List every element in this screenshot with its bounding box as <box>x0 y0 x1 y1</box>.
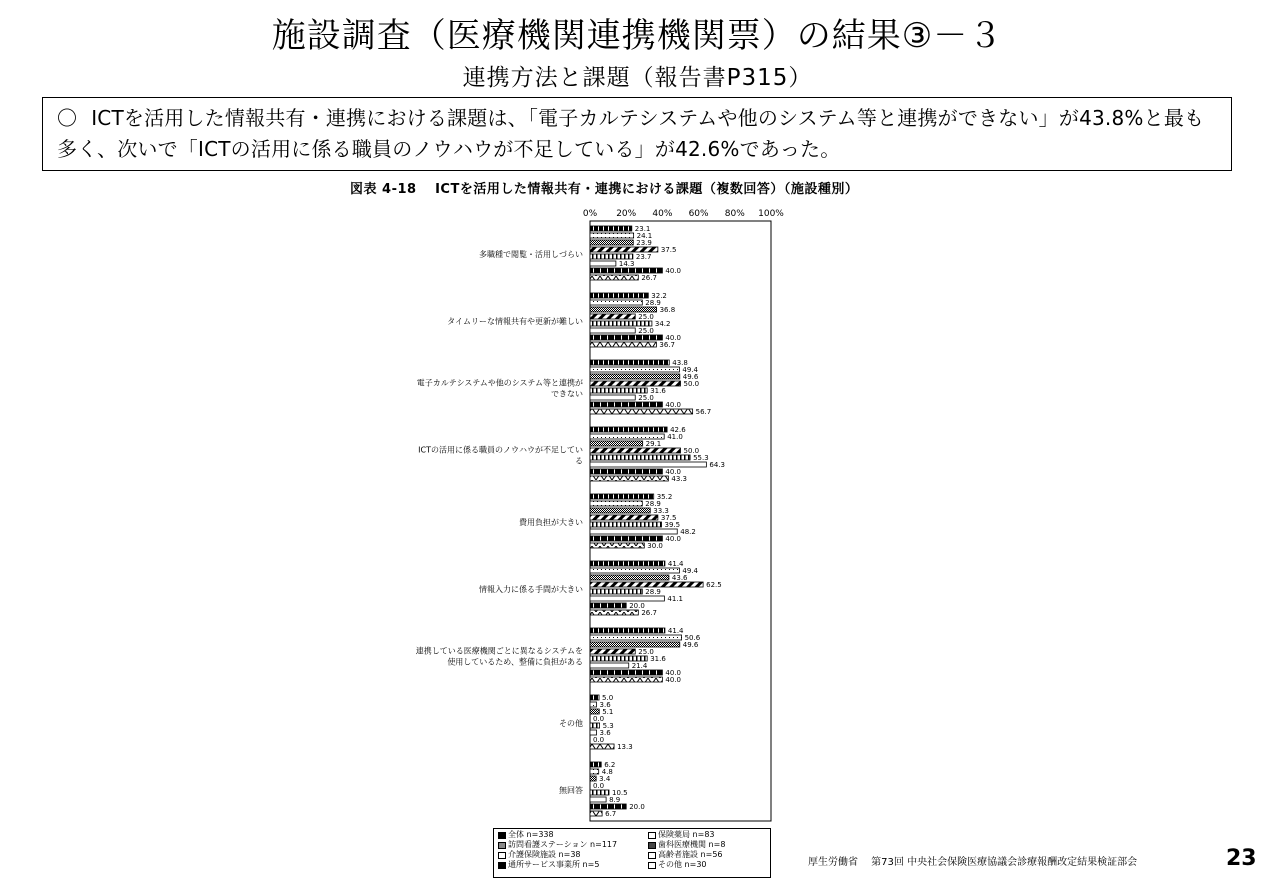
data-label: 49.4 <box>682 366 699 374</box>
x-tick-label: 80% <box>724 209 745 219</box>
data-label: 13.3 <box>617 743 633 751</box>
legend-item <box>498 830 648 840</box>
bar <box>590 515 658 520</box>
legend-item <box>498 840 648 850</box>
data-label: 50.0 <box>683 447 700 455</box>
data-label: 21.4 <box>631 662 648 670</box>
legend-swatch <box>498 842 506 849</box>
x-tick-label: 40% <box>652 209 673 219</box>
data-label: 41.4 <box>667 627 684 635</box>
legend-swatch <box>498 852 506 859</box>
data-label: 28.9 <box>645 299 661 307</box>
bar <box>590 275 638 280</box>
category-label: 多職種で閲覧・活用しづらい <box>479 250 583 259</box>
bar <box>590 268 662 273</box>
bar <box>590 293 648 298</box>
bar <box>590 522 661 527</box>
bar <box>590 381 681 386</box>
bar <box>590 723 600 728</box>
category-label: 費用負担が大きい <box>519 518 583 527</box>
data-label: 25.0 <box>638 394 654 402</box>
bar <box>590 335 662 340</box>
data-label: 41.0 <box>667 433 683 441</box>
bar <box>590 367 679 372</box>
legend-label: 全体 n=338 <box>508 830 554 839</box>
bar <box>590 776 596 781</box>
bar <box>590 603 626 608</box>
category-label: できない <box>551 389 583 399</box>
data-label: 34.2 <box>654 320 671 328</box>
data-label: 28.9 <box>645 588 661 596</box>
data-label: 36.8 <box>659 306 676 314</box>
bar <box>590 529 677 534</box>
bar <box>590 589 642 594</box>
bar <box>590 663 629 668</box>
category-label: その他 <box>559 719 583 728</box>
bar <box>590 762 601 767</box>
data-label: 33.3 <box>653 507 669 515</box>
data-label: 36.7 <box>659 341 676 349</box>
data-label: 25.0 <box>638 313 654 321</box>
data-label: 62.5 <box>706 581 722 589</box>
bar <box>590 240 633 245</box>
summary-bullet: 〇 <box>57 106 78 130</box>
data-label: 4.8 <box>601 768 613 776</box>
bar <box>590 494 654 499</box>
data-label: 31.6 <box>650 655 666 663</box>
bar <box>590 543 644 548</box>
legend-swatch <box>648 842 656 849</box>
data-label: 0.0 <box>593 782 605 790</box>
bar <box>590 314 635 319</box>
data-label: 24.1 <box>636 232 653 240</box>
bar <box>590 226 632 231</box>
page-number: 23 <box>1226 846 1257 871</box>
data-label: 26.7 <box>641 274 657 282</box>
data-label: 23.9 <box>636 239 652 247</box>
data-label: 6.7 <box>605 810 617 818</box>
category-label: タイムリーな情報共有や更新が難しい <box>447 317 583 326</box>
data-label: 40.0 <box>665 401 681 409</box>
data-label: 25.0 <box>638 327 654 335</box>
x-tick-label: 0% <box>582 209 598 219</box>
legend-label: 介護保険施設 n=38 <box>508 850 581 859</box>
data-label: 6.2 <box>604 761 616 769</box>
category-label: る <box>575 456 583 466</box>
bar <box>590 307 657 312</box>
bar <box>590 702 597 707</box>
data-label: 41.1 <box>667 595 683 603</box>
bar <box>590 811 602 816</box>
data-label: 5.1 <box>602 708 614 716</box>
data-label: 5.3 <box>602 722 614 730</box>
x-tick-label: 60% <box>688 209 709 219</box>
bar <box>590 409 693 414</box>
data-label: 64.3 <box>709 461 725 469</box>
bar <box>590 300 642 305</box>
legend-label: 通所サービス事業所 n=5 <box>508 860 600 869</box>
legend-swatch <box>648 832 656 839</box>
bar <box>590 261 616 266</box>
footer-text: 厚生労働省 第73回 中央社会保険医療協議会診療報酬改定結果検証部会 <box>808 857 1138 868</box>
data-label: 49.4 <box>682 567 699 575</box>
bar <box>590 561 665 566</box>
bar <box>590 656 647 661</box>
data-label: 3.6 <box>599 701 611 709</box>
legend-label: 高齢者施設 n=56 <box>658 850 723 859</box>
data-label: 10.5 <box>612 789 628 797</box>
bar <box>590 448 681 453</box>
category-label: 情報入力に係る手間が大きい <box>479 585 583 594</box>
data-label: 43.8 <box>672 359 688 367</box>
data-label: 20.0 <box>629 803 645 811</box>
data-label: 43.3 <box>671 475 687 483</box>
data-label: 29.1 <box>645 440 662 448</box>
bar <box>590 395 635 400</box>
bar <box>590 508 650 513</box>
legend-item <box>648 830 768 840</box>
legend-label: その他 n=30 <box>658 860 707 869</box>
data-label: 30.0 <box>647 542 663 550</box>
bar <box>590 434 664 439</box>
data-label: 23.7 <box>635 253 652 261</box>
bar <box>590 769 599 774</box>
legend-label: 保険薬局 n=83 <box>658 830 715 839</box>
data-label: 56.7 <box>695 408 712 416</box>
bar <box>590 342 656 347</box>
data-label: 26.7 <box>641 609 657 617</box>
data-label: 40.0 <box>665 267 681 275</box>
data-label: 25.0 <box>638 648 654 656</box>
data-label: 40.0 <box>665 535 681 543</box>
legend-item <box>648 860 768 870</box>
bar <box>590 670 662 675</box>
bar <box>590 360 669 365</box>
data-label: 5.0 <box>602 694 614 702</box>
bar <box>590 628 665 633</box>
legend-item <box>648 840 768 850</box>
legend-swatch <box>498 862 506 869</box>
bar <box>590 709 599 714</box>
bar <box>590 575 669 580</box>
data-label: 41.4 <box>667 560 684 568</box>
figure-caption: 図表 4-18 ICTを活用した情報共有・連携における課題（複数回答）（施設種別） <box>350 182 859 197</box>
bar <box>590 402 662 407</box>
category-label: ICTの活用に係る職員のノウハウが不足してい <box>418 445 583 455</box>
bar <box>590 247 658 252</box>
bar <box>590 635 682 640</box>
summary-text: ICTを活用した情報共有・連携における課題は、「電子カルテシステムや他のシステム等と連携ができない」が43.8%と最も多く、次いで「ICTの活用に係る職員のノウハウが不足している」が42.6%であった。 <box>57 106 1205 161</box>
data-label: 42.6 <box>670 426 686 434</box>
bar <box>590 427 667 432</box>
bar <box>590 462 706 467</box>
bar <box>590 642 680 647</box>
bar <box>590 536 662 541</box>
data-label: 37.5 <box>660 246 677 254</box>
bar <box>590 501 642 506</box>
bar <box>590 388 647 393</box>
bar <box>590 582 703 587</box>
bar <box>590 744 614 749</box>
bar <box>590 730 597 735</box>
bar <box>590 797 606 802</box>
bar <box>590 568 679 573</box>
legend-swatch <box>648 862 656 869</box>
legend-swatch <box>498 832 506 839</box>
legend-swatch <box>648 852 656 859</box>
data-label: 3.6 <box>599 729 611 737</box>
legend-item <box>498 860 648 870</box>
bar <box>590 233 634 238</box>
data-label: 55.3 <box>693 454 709 462</box>
data-label: 49.6 <box>682 373 699 381</box>
bar <box>590 695 599 700</box>
category-label: 使用しているため、整備に負担がある <box>447 657 583 667</box>
bar <box>590 374 680 379</box>
data-label: 8.9 <box>609 796 621 804</box>
category-label: 電子カルテシステムや他のシステム等と連携が <box>416 378 583 388</box>
bar <box>590 254 633 259</box>
category-label: 無回答 <box>559 786 583 795</box>
data-label: 39.5 <box>664 521 681 529</box>
data-label: 50.0 <box>683 380 700 388</box>
bar <box>590 441 643 446</box>
bar <box>590 469 662 474</box>
data-label: 43.6 <box>671 574 688 582</box>
page-subtitle: 連携方法と課題（報告書P315） <box>462 65 813 91</box>
data-label: 14.3 <box>618 260 635 268</box>
bar <box>590 328 635 333</box>
bar <box>590 596 664 601</box>
data-label: 40.0 <box>665 468 681 476</box>
data-label: 32.2 <box>651 292 667 300</box>
legend-item <box>498 850 648 860</box>
x-tick-label: 20% <box>616 209 637 219</box>
data-label: 0.0 <box>593 715 605 723</box>
data-label: 20.0 <box>629 602 645 610</box>
chart-legend <box>493 828 771 878</box>
data-label: 40.0 <box>665 334 681 342</box>
bar <box>590 610 638 615</box>
data-label: 3.4 <box>599 775 611 783</box>
bar <box>590 649 635 654</box>
legend-item <box>648 850 768 860</box>
bar <box>590 790 609 795</box>
data-label: 49.6 <box>682 641 699 649</box>
data-label: 50.6 <box>684 634 701 642</box>
data-label: 48.2 <box>680 528 696 536</box>
bar <box>590 321 652 326</box>
data-label: 28.9 <box>645 500 661 508</box>
bar <box>590 677 662 682</box>
category-label: 連携している医療機関ごとに異なるシステムを <box>415 646 583 656</box>
bar <box>590 476 668 481</box>
legend-label: 歯科医療機関 n=8 <box>658 840 726 849</box>
x-tick-label: 100% <box>758 209 784 219</box>
page-title: 施設調査（医療機関連携機関票）の結果③－３ <box>271 16 1004 56</box>
data-label: 40.0 <box>665 676 681 684</box>
data-label: 35.2 <box>656 493 673 501</box>
data-label: 23.1 <box>634 225 651 233</box>
data-label: 37.5 <box>660 514 677 522</box>
legend-label: 訪問看護ステーション n=117 <box>508 840 618 849</box>
data-label: 31.6 <box>650 387 666 395</box>
data-label: 0.0 <box>593 736 605 744</box>
bar <box>590 455 690 460</box>
data-label: 40.0 <box>665 669 681 677</box>
bar <box>590 804 626 809</box>
